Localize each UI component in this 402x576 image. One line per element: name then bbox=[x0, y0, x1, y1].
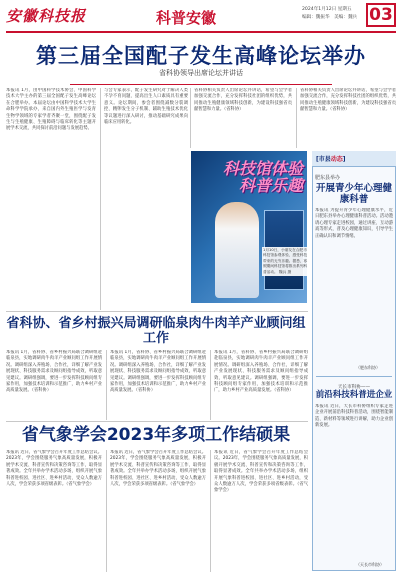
sidebar-tag-suffix: ] bbox=[342, 156, 346, 163]
lead-column-2: 与会专家表示，配子发生研究对于解决人类不孕不育问题、提高出生人口素质具有重要意义。论坛期间，参会者围绕减数分裂调控、精卵发生分子机制、辅助生殖技术优化等议题进行深入研讨，推动基础研究成果向临床应用转化。 bbox=[104, 88, 188, 126]
page-number: 03 bbox=[366, 3, 396, 27]
column-divider bbox=[210, 450, 211, 572]
story2-headline: 省科协、省乡村振兴局调研临泉肉牛肉羊产业顾问组工作 bbox=[6, 316, 306, 346]
photo-title: 科技馆体验科普乐趣 bbox=[222, 159, 303, 195]
sidebar-item2-headline: 前沿科技科普进企业 bbox=[315, 390, 393, 400]
column-divider bbox=[296, 88, 297, 148]
lead-column-1: 本报讯 1月，由中国科学技术协会、中国科学技术大学主办的第三届全国配子发生高峰论坛在合肥举办。本届论坛由中国科学技术大学生命科学学院承办，来自国内外生殖医学与发育生物学领域的专家学者齐聚一堂，围绕配子发生与生殖健康、生殖障碍与临床转化等主题开展学术交流，共同探讨前沿问题与发展趋势。 bbox=[6, 88, 96, 132]
sidebar-tag-highlight: 动态 bbox=[330, 156, 343, 163]
lead-subhead: 省科协领导出席论坛并讲话 bbox=[159, 69, 243, 77]
editor-credits: 编辑：魏振华 美编：魏兵 bbox=[302, 15, 358, 20]
lead-column-4: 省科协相关负责人出席论坛并讲话，希望与会学者加强交流合作，充分发挥科技社团的组织优势，共同推动生殖健康领域科技创新，为建设科技强省贡献智慧和力量。（省科协） bbox=[300, 88, 396, 113]
sidebar-item1-source: （肥东科协） bbox=[356, 365, 380, 370]
masthead bbox=[6, 3, 396, 33]
column-divider bbox=[190, 88, 191, 148]
sidebar-item2-source: （天长市科协） bbox=[356, 562, 384, 567]
story2-column-2: 本报讯 1月，省科协、省乡村振兴局联合调研组赴临泉县，实地调研肉牛肉羊产业顾问组工作开展情况。调研组深入养殖场、合作社，详细了解产业发展现状、科技服务需求及顾问组指导成效，听取意见建议。调研组强调，要进一步发挥科技顾问组专家作用，加强技术培训和示范推广，助力乡村产业高质量发展。（省科协） bbox=[110, 350, 206, 394]
subhead-divider bbox=[70, 84, 332, 85]
issue-meta bbox=[302, 6, 357, 22]
section-title: 科普安徽 bbox=[156, 9, 217, 27]
issue-date: 2024年1月12日 星期五 bbox=[302, 7, 352, 12]
story3-headline: 省气象学会2023年多项工作结硕果 bbox=[21, 425, 291, 445]
sidebar-item1-body: 本报讯 为提升青少年心理健康水平，近日肥东县举办心理健康科普活动。活动邀请心理专家走进校园，通过讲座、互动游戏等形式，普及心理健康知识，引导学生正确认识和调节情绪。 bbox=[315, 208, 393, 239]
column-divider bbox=[106, 350, 107, 420]
lead-column-3: 省科协相关负责人出席论坛并讲话，希望与会学者加强交流合作，充分发挥科技社团的组织优势，共同推动生殖健康领域科技创新，为建设科技强省贡献智慧和力量。（省科协） bbox=[194, 88, 292, 113]
sidebar-item1-headline: 开展青少年心理健康科普 bbox=[315, 183, 392, 205]
section-divider bbox=[6, 311, 308, 312]
story2-column-3: 本报讯 1月，省科协、省乡村振兴局联合调研组赴临泉县，实地调研肉牛肉羊产业顾问组工作开展情况。调研组深入养殖场、合作社，详细了解产业发展现状、科技服务需求及顾问组指导成效，听取意见建议。调研组强调，要进一步发挥科技顾问组专家作用，加强技术培训和示范推广，助力乡村产业高质量发展。（省科协） bbox=[214, 350, 308, 394]
lead-headline: 第三届全国配子发生高峰论坛举办 bbox=[36, 44, 366, 68]
photo-caption: 1月10日，小朋友在合肥市科技馆参观体验，感受科技带来的无穷乐趣。据悉，寒假期间科技馆将推出系列科普活动。 魏兵 摄 bbox=[262, 247, 310, 276]
sidebar-divider bbox=[316, 376, 392, 377]
sidebar-tag bbox=[316, 154, 346, 163]
column-divider bbox=[106, 450, 107, 572]
photo-child-figure bbox=[215, 202, 259, 298]
column-divider bbox=[210, 350, 211, 420]
sidebar-item1-subtitle: 肥东县举办 bbox=[315, 175, 341, 181]
column-divider bbox=[100, 88, 101, 310]
story2-column-1: 本报讯 1月，省科协、省乡村振兴局联合调研组赴临泉县，实地调研肉牛肉羊产业顾问组工作开展情况。调研组深入养殖场、合作社，详细了解产业发展现状、科技服务需求及顾问组指导成效，听取意见建议。调研组强调，要进一步发挥科技顾问组专家作用，加强技术培训和示范推广，助力乡村产业高质量发展。（省科协） bbox=[6, 350, 102, 394]
story3-column-2: 本报讯 近日，省气象学会召开年度工作总结会议。2023年，学会围绕服务气象高质量发展，积极开展学术交流、科普宣传和决策咨询等工作，取得显著成效。全年共举办学术活动多场，组织开展气象科普进校园、进社区、进乡村活动，受众人数逾万人次，学会荣获多项省级表彰。（省气象学会） bbox=[110, 450, 206, 488]
sidebar-tag-prefix: [市县 bbox=[316, 156, 331, 163]
story3-column-1: 本报讯 近日，省气象学会召开年度工作总结会议。2023年，学会围绕服务气象高质量发展，积极开展学术交流、科普宣传和决策咨询等工作，取得显著成效。全年共举办学术活动多场，组织开展气象科普进校园、进社区、进乡村活动，受众人数逾万人次，学会荣获多项省级表彰。（省气象学会） bbox=[6, 450, 102, 488]
story3-column-3: 本报讯 近日，省气象学会召开年度工作总结会议。2023年，学会围绕服务气象高质量发展，积极开展学术交流、科普宣传和决策咨询等工作，取得显著成效。全年共举办学术活动多场，组织开展气象科普进校园、进社区、进乡村活动，受众人数逾万人次，学会荣获多项省级表彰。（省气象学会） bbox=[214, 450, 308, 494]
sidebar-item2-body: 本报讯 近日，天长市科协组织专家走进企业开展前沿科技科普活动，围绕智能制造、新材料等领域进行讲解，助力企业创新发展。 bbox=[315, 404, 393, 429]
sidebar-item2-subtitle: 天长市科协—— bbox=[337, 385, 371, 390]
newspaper-logo: 安徽科技报 bbox=[6, 7, 87, 25]
section-divider bbox=[6, 421, 308, 422]
